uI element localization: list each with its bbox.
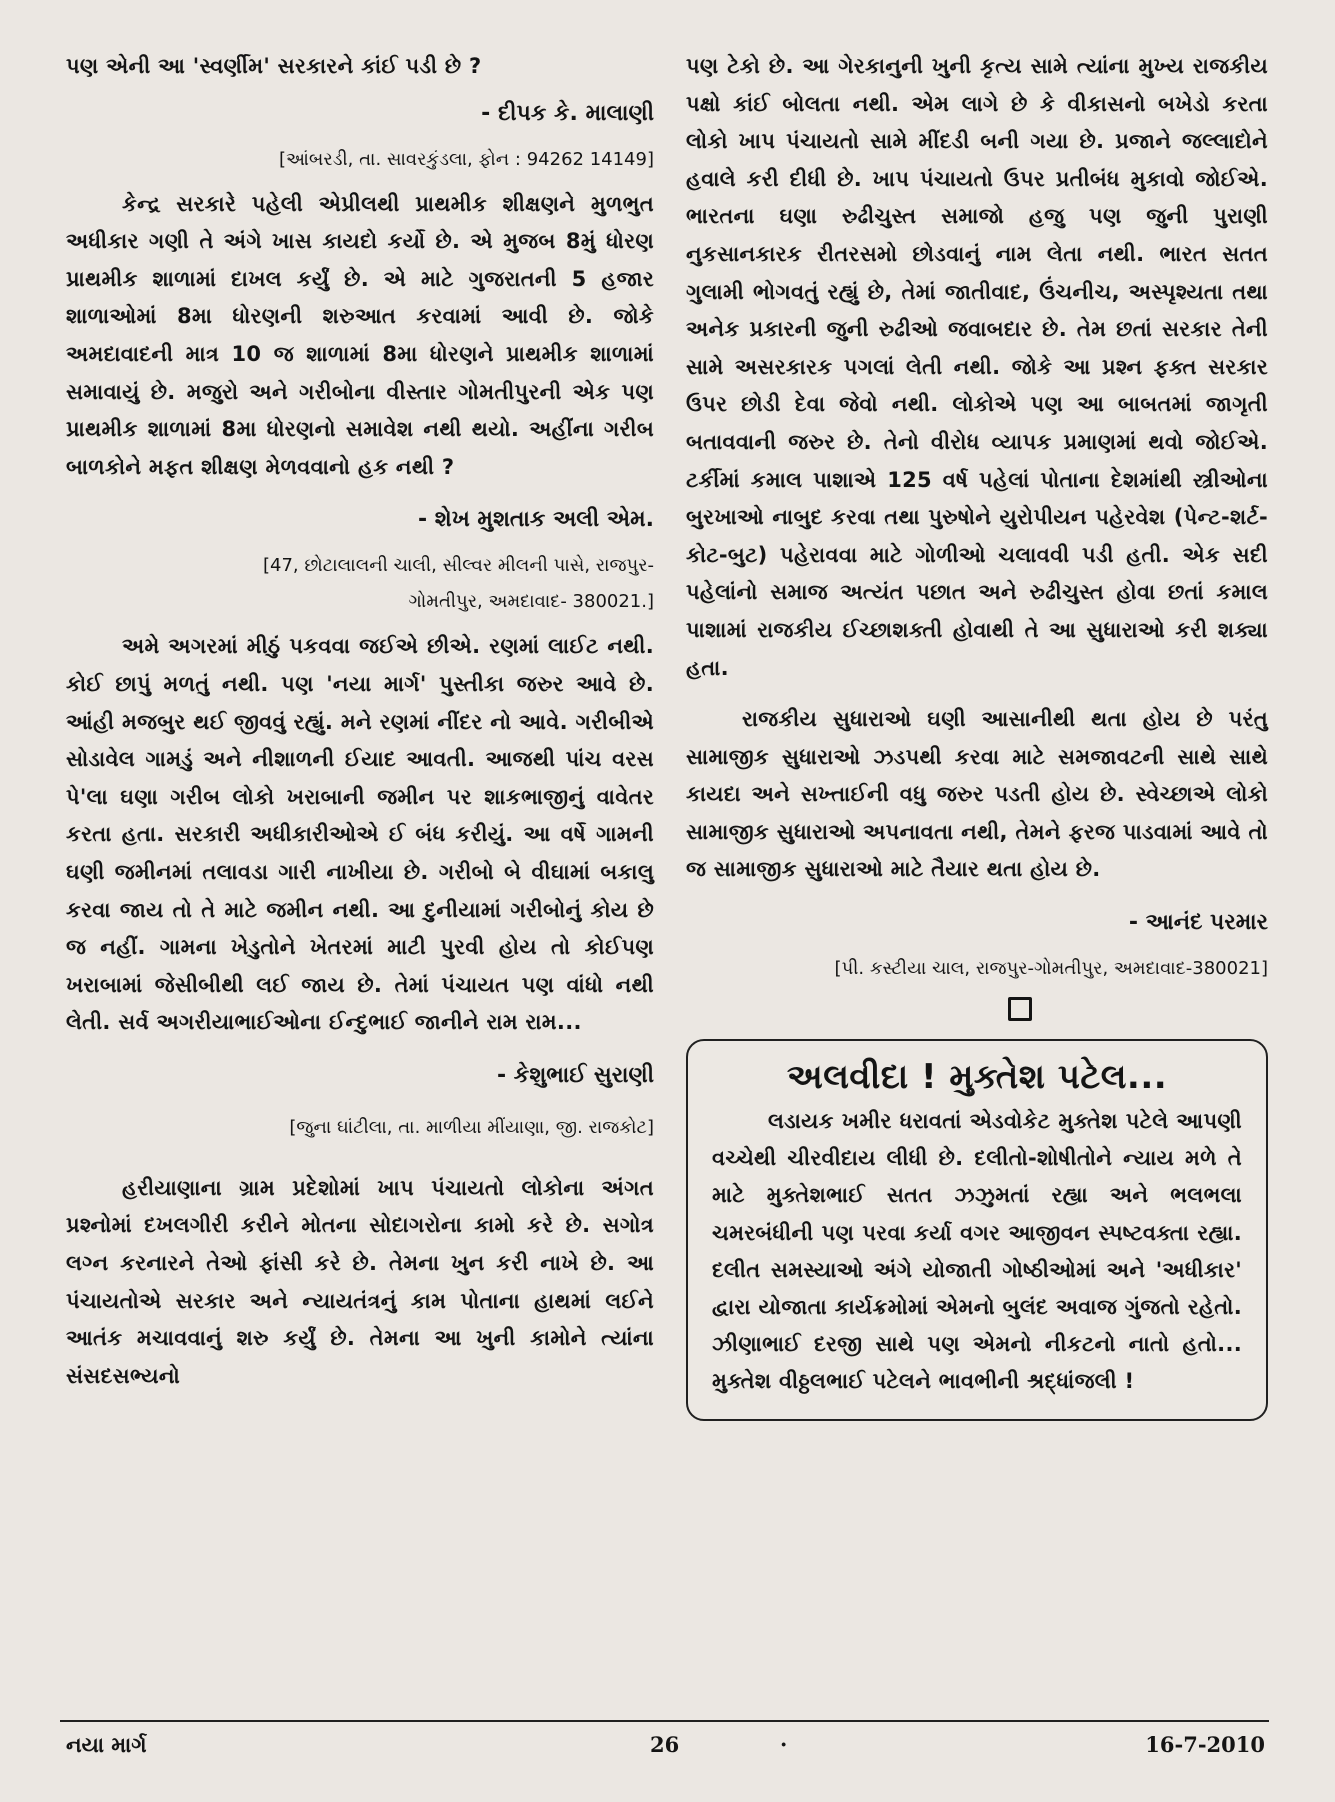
letter-khap-panchayat: હરીયાણાના ગ્રામ પ્રદેશોમાં ખાપ પંચાયતો લોકોના અંગત પ્રશ્નોમાં દખલગીરી કરીને મોતના સોદાગરોના કામો કરે છે. સગોત્ર લગ્ન કરનારને તેઓ ફાંસી કરે છે. તેમના ખુન કરી નાખે છે. આ પંચાયતોએ સરકાર અને ન્યાયતંત્રનું કામ પોતાના હાથમાં લઈને આતંક મચાવવાનું શરુ કર્યું છે. તેમના આ ખુની કામોને ત્યાંના સંસદસભ્યનો bbox=[66, 1175, 654, 1388]
end-of-section-square-icon bbox=[1008, 997, 1032, 1021]
publication-name: નયા માર્ગ bbox=[66, 1732, 147, 1757]
left-column bbox=[66, 48, 654, 1395]
signature-keshubhai: - કેશુભાઈ સુરાણી bbox=[497, 1062, 654, 1088]
tribute-title: અલવીદા ! મુક્તેશ પટેલ... bbox=[786, 1057, 1168, 1098]
address-shekh-line1: [47, છોટાલાલની ચાલી, સીલ્વર મીલની પાસે, રાજપુર- bbox=[263, 555, 654, 577]
address-shekh-line2: ગોમતીપુર, અમદાવાદ- 380021.] bbox=[408, 591, 654, 613]
tribute-box bbox=[686, 1039, 1268, 1421]
page-number: 26 bbox=[650, 1732, 680, 1757]
signature-deepak: - દીપક કે. માલાણી bbox=[481, 100, 654, 126]
signature-shekh: - શેખ મુશતાક અલી એમ. bbox=[417, 507, 654, 533]
letter-primary-education: કેન્દ્ર સરકારે પહેલી એપ્રીલથી પ્રાથમીક શીક્ષણને મુળભુત અધીકાર ગણી તે અંગે ખાસ કાયદો કર્યો છે. એ મુજબ 8મું ધોરણ પ્રાથમીક શાળામાં દાખલ કર્યું છે. એ માટે ગુજરાતની 5 હજાર શાળાઓમાં 8મા ધોરણની શરુઆત કરવામાં આવી છે. જોકે અમદાવાદની માત્ર 10 જ શાળામાં 8મા ધોરણને પ્રાથમીક શાળામાં સમાવાયું છે. મજુરો અને ગરીબોના વીસ્તાર ગોમતીપુરની એક પણ પ્રાથમીક શાળામાં 8મા ધોરણનો સમાવેશ નથી થયો. અહીંના ગરીબ બાળકોને મફત શીક્ષણ મેળવવાનો હક નથી ? bbox=[66, 191, 654, 479]
footer-dot: · bbox=[780, 1732, 788, 1757]
signature-anand: - આનંદ પરમાર bbox=[1128, 910, 1268, 936]
tribute-body: લડાયક ખમીર ધરાવતાં એડવોકેટ મુક્તેશ પટેલે આપણી વચ્ચેથી ચીરવીદાય લીધી છે. દલીતો-શોષીતોને ન્યાય મળે તે માટે મુક્તેશભાઈ સતત ઝઝુમતાં રહ્યા અને ભલભલા ચમરબંધીની પણ પરવા કર્યા વગર આજીવન સ્પષ્ટવક્તા રહ્યા. દલીત સમસ્યાઓ અંગે યોજાતી ગોષ્ઠીઓમાં અને 'અધીકાર' દ્વારા યોજાતા કાર્યક્રમોમાં એમનો બુલંદ અવાજ ગુંજતો રહેતો. ઝીણાભાઈ દરજી સાથે પણ એમનો નીકટનો નાતો હતો... મુક્તેશ વીઠ્ઠલભાઈ પટેલને ભાવભીની શ્રદ્ધાંજલી ! bbox=[712, 1109, 1242, 1394]
right-column bbox=[686, 48, 1268, 1421]
issue-date: 16-7-2010 bbox=[1145, 1732, 1265, 1757]
address-anand: [પી. કસ્ટીયા ચાલ, રાજપુર-ગોમતીપુર, અમદાવાદ-380021] bbox=[834, 958, 1268, 980]
letter-khap-continued: પણ ટેકો છે. આ ગેરકાનુની ખુની કૃત્ય સામે ત્યાંના મુખ્ય રાજકીય પક્ષો કાંઈ બોલતા નથી. એમ લાગે છે કે વીકાસનો બખેડો કરતા લોકો ખાપ પંચાયતો સામે મીંદડી બની ગયા છે. પ્રજાને જલ્લાદોને હવાલે કરી દીધી છે. ખાપ પંચાયતો ઉપર પ્રતીબંધ મુકાવો જોઈએ. ભારતના ઘણા રુઢીચુસ્ત સમાજો હજુ પણ જુની પુરાણી નુકસાનકારક રીતરસમો છોડવાનું નામ લેતા નથી. ભારત સતત ગુલામી ભોગવતું રહ્યું છે, તેમાં જાતીવાદ, ઉંચનીચ, અસ્પૃશ્યતા તથા અનેક પ્રકારની જુની રુઢીઓ જવાબદાર છે. તેમ છતાં સરકાર તેની સામે અસરકારક પગલાં લેતી નથી. જોકે આ પ્રશ્ન ફક્ત સરકાર ઉપર છોડી દેવા જેવો નથી. લોકોએ પણ આ બાબતમાં જાગૃતી બતાવવાની જરુર છે. તેનો વીરોધ વ્યાપક પ્રમાણમાં થવો જોઈએ. ટર્કીમાં કમાલ પાશાએ 125 વર્ષ પહેલાં પોતાના દેશમાંથી સ્ત્રીઓના બુરખાઓ નાબુદ કરવા તથા પુરુષોને યુરોપીયન પહેરવેશ (પેન્ટ-શર્ટ-કોટ-બુટ) પહેરાવવા માટે ગોળીઓ ચલાવવી પડી હતી. એક સદી પહેલાંનો સમાજ અત્યંત પછાત અને રુઢીચુસ્ત હોવા છતાં કમાલ પાશામાં રાજકીય ઈચ્છાશક્તી હોવાથી તે આ સુધારાઓ કરી શક્યા હતા. bbox=[686, 54, 1268, 680]
page-footer bbox=[60, 1720, 1269, 1757]
intro-question: પણ એની આ 'સ્વર્ણીમ' સરકારને કાંઈ પડી છે ? bbox=[66, 54, 482, 78]
letter-salt-workers: અમે અગરમાં મીઠું પકવવા જઈએ છીએ. રણમાં લાઈટ નથી. કોઈ છાપું મળતું નથી. પણ 'નયા માર્ગ' પુસ્તીકા જરુર આવે છે. આંહી મજબુર થઈ જીવવું રહ્યું. મને રણમાં નીંદર નો આવે. ગરીબીએ સોડાવેલ ગામડું અને નીશાળની ઈયાદ આવતી. આજથી પાંચ વરસ પે'લા ઘણા ગરીબ લોકો ખરાબાની જમીન પર શાકભાજીનું વાવેતર કરતા હતા. સરકારી અધીકારીઓએ ઈ બંધ કરીયું. આ વર્ષે ગામની ઘણી જમીનમાં તલાવડા ગારી નાખીયા છે. ગરીબો બે વીઘામાં બકાલુ કરવા જાય તો તે માટે જમીન નથી. આ દુનીયામાં ગરીબોનું કોય છે જ નહીં. ગામના ખેડુતોને ખેતરમાં માટી પુરવી હોય તો કોઈપણ ખરાબામાં જેસીબીથી લઈ જાય છે. તેમાં પંચાયત પણ વાંધો નથી લેતી. સર્વ અગરીયાભાઈઓના ઈન્દુભાઈ જાનીને રામ રામ... bbox=[66, 634, 654, 1035]
address-keshubhai: [જુના ઘાંટીલા, તા. માળીયા મીંયાણા, જી. રાજકોટ] bbox=[289, 1116, 654, 1138]
address-deepak: [આંબરડી, તા. સાવરકુંડલા, ફોન : 94262 14149] bbox=[278, 148, 654, 170]
letter-social-reform: રાજકીય સુધારાઓ ઘણી આસાનીથી થતા હોય છે પરંતુ સામાજીક સુધારાઓ ઝડપથી કરવા માટે સમજાવટની સાથે સાથે કાયદા અને સખ્તાઈની વધુ જરુર પડતી હોય છે. સ્વેચ્છાએ લોકો સામાજીક સુધારાઓ અપનાવતા નથી, તેમને ફરજ પાડવામાં આવે તો જ સામાજીક સુધારાઓ માટે તૈયાર થતા હોય છે. bbox=[686, 707, 1268, 882]
